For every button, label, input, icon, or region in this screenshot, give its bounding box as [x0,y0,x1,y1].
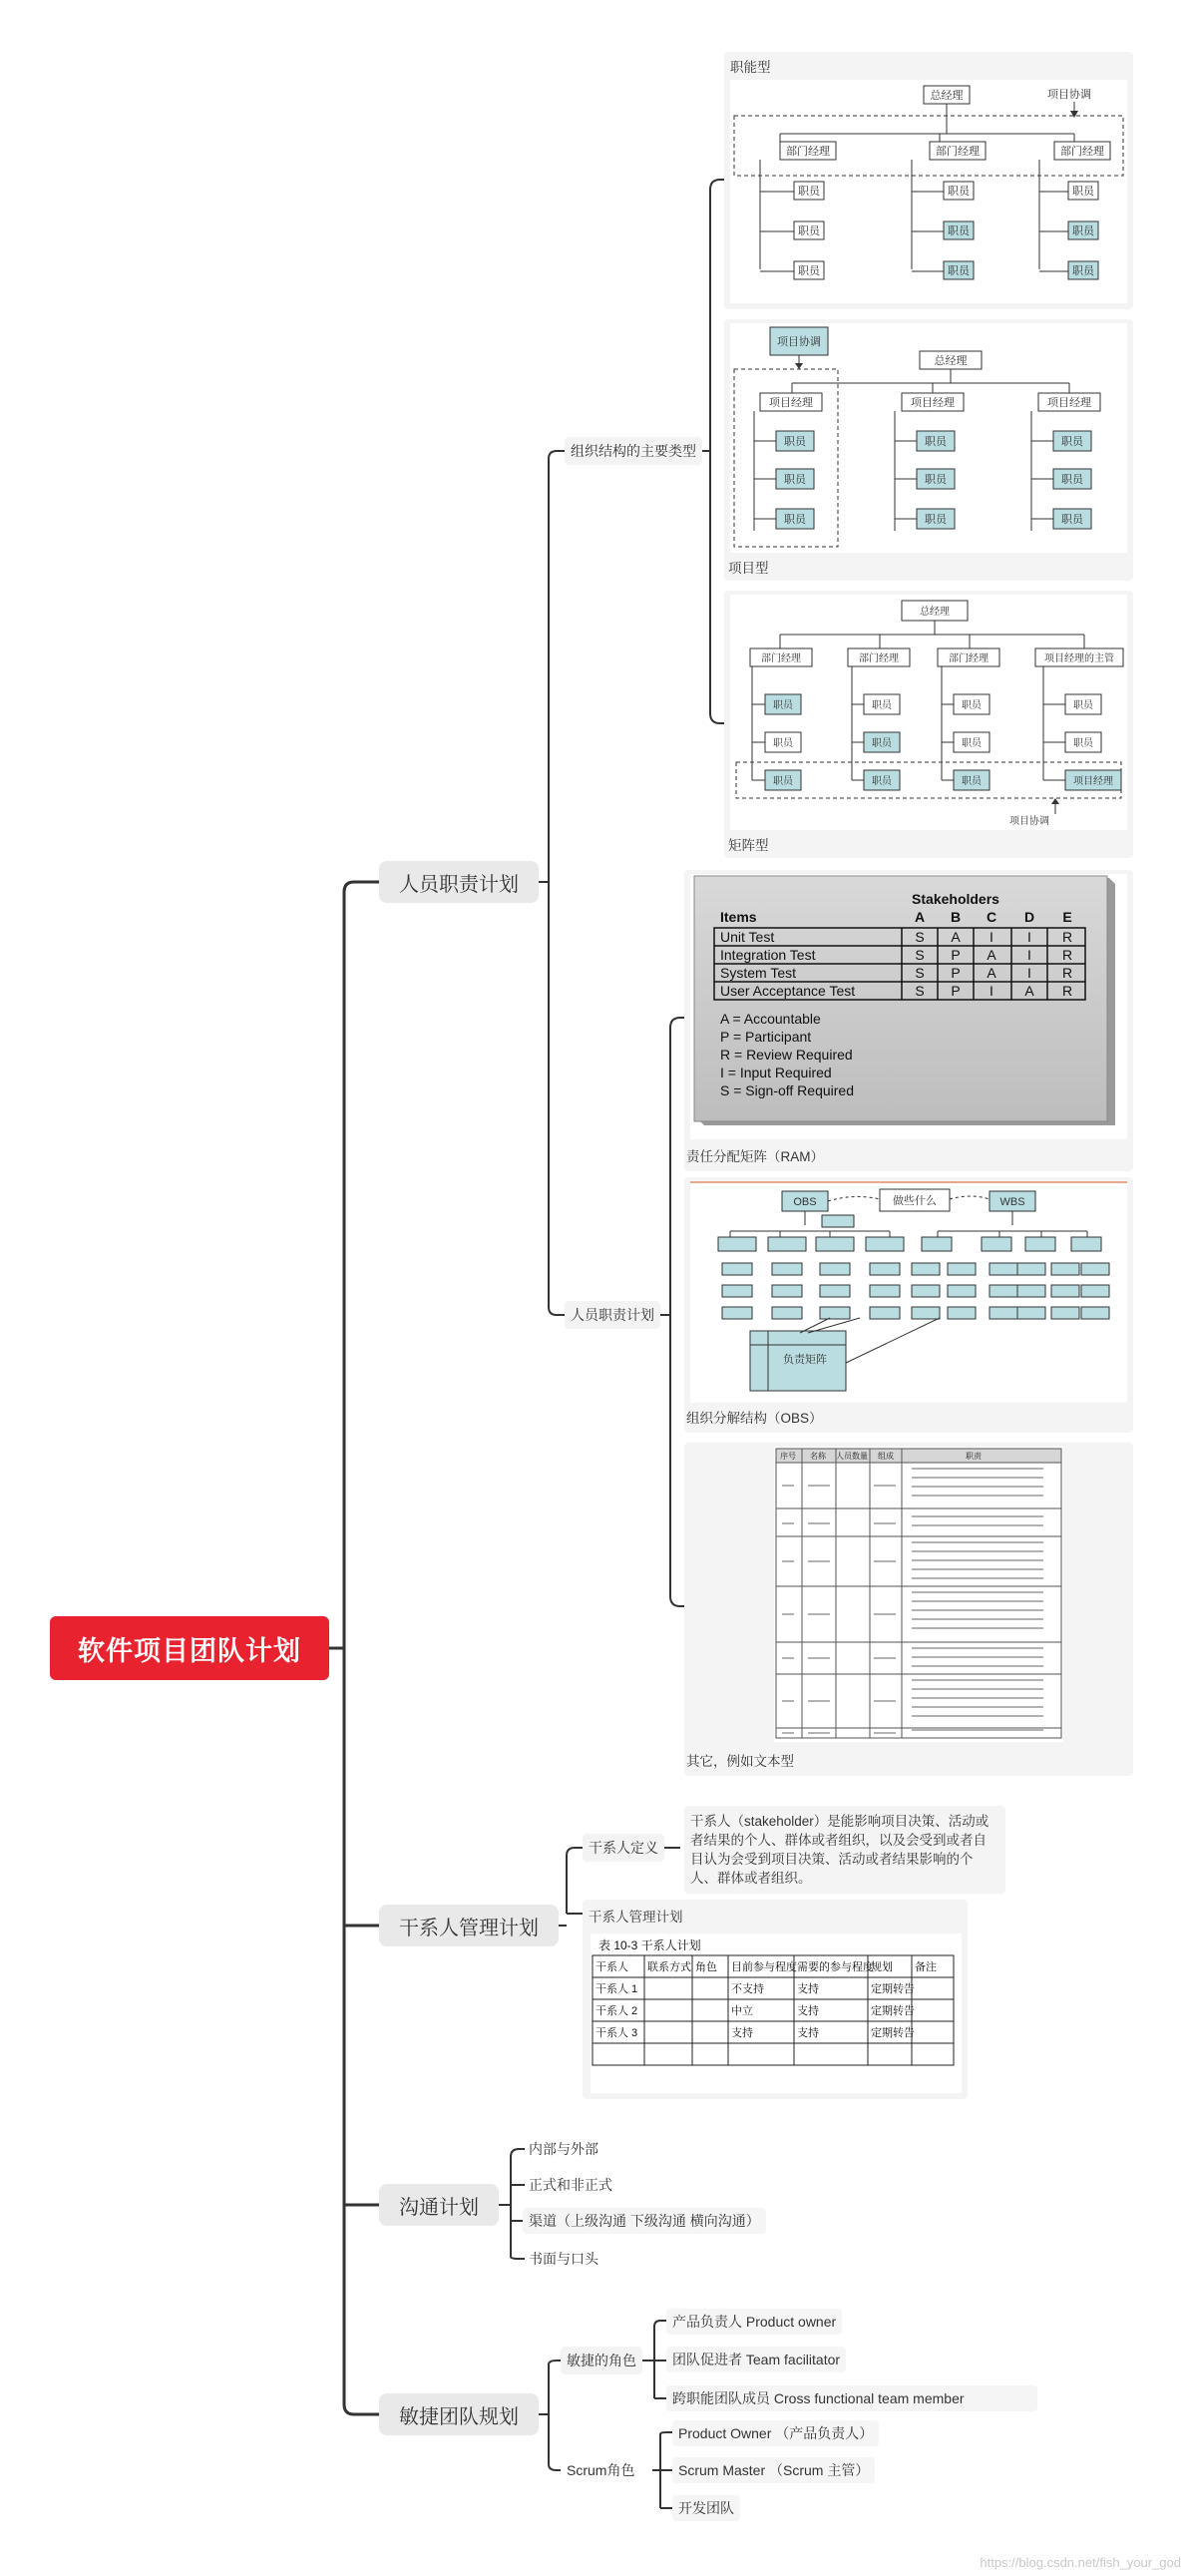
staff-label: 职员 [962,738,982,749]
staff-label: 职员 [872,700,892,711]
stakeholder-table-header: 规划 [871,1961,893,1973]
obs-node [820,1285,850,1297]
comm-item-1[interactable]: 内部与外部 [529,2141,598,2157]
ram-cell: I [990,983,993,999]
ram-cell: S [915,965,925,981]
staff-label: 职员 [872,776,892,787]
wbs-node [982,1237,1011,1251]
ram-cell: R [1061,947,1073,963]
wbs-node [1025,1237,1055,1251]
staff-label: 职员 [948,225,970,237]
other-table-header: 名称 [810,1452,826,1461]
caption-ram: 责任分配矩阵（RAM） [686,1149,824,1164]
stakeholder-table-header: 需要的参与程度 [797,1961,874,1973]
staff-label: 职员 [798,225,820,237]
wbs-node [1081,1285,1109,1297]
gm-label: 总经理 [930,90,964,102]
functional-org-chart [730,80,1127,303]
staff-label: 职员 [773,700,793,711]
wbs-node [948,1263,976,1275]
other-table-header: 职责 [966,1452,982,1461]
stakeholder-definition: 干系人（stakeholder）是能影响项目决策、活动或者结果的个人、群体或者组织，以及会受到或者自目认为会受到项目决策、活动或者结果影响的个人、群体或者组织。 [684,1806,1005,1894]
ram-cell: A [1024,983,1034,999]
svg-text:Stakeholders: Stakeholders [912,891,999,907]
topic-agile-roles[interactable]: 敏捷的角色 [561,2347,642,2374]
card-functional[interactable] [724,52,1133,309]
obs-node [870,1307,900,1319]
ram-cell: A [951,929,961,945]
stakeholder-table-cell: 定期转告 [871,2027,915,2039]
ram-cell: R [1061,983,1073,999]
stakeholder-table-cell: 中立 [731,2005,753,2017]
svg-text:部门经理: 部门经理 [1060,146,1104,158]
stakeholder-table-cell: 支持 [731,2027,753,2039]
svg-text:部门经理: 部门经理 [949,653,989,664]
stakeholder-table-cell: 干系人 1 [595,1983,638,1995]
watermark: https://blog.csdn.net/fish_your_god [980,2555,1181,2570]
obs-node [768,1237,806,1251]
caption-project: 项目型 [728,561,769,576]
agile-role-3[interactable]: 跨职能团队成员 Cross functional team member [666,2385,1037,2411]
svg-text:部门经理: 部门经理 [786,146,830,158]
obs-node [870,1263,900,1275]
ram-cell: A [987,965,996,981]
topic-org-types[interactable]: 组织结构的主要类型 [565,437,702,465]
svg-text:部门经理: 部门经理 [859,653,899,664]
wbs-node [1051,1285,1079,1297]
stakeholder-table-cell: 不支持 [731,1983,764,1995]
ram-cell: P [951,983,961,999]
obs-node [722,1285,752,1297]
wbs-node [1081,1307,1109,1319]
ram-legend-item: S = Sign-off Required [720,1082,854,1098]
other-table-header: 人员数量 [836,1452,868,1461]
ram-row-label: System Test [720,965,796,981]
staff-label: 职员 [784,474,806,486]
scrum-role-3[interactable]: 开发团队 [672,2495,740,2521]
topic-stakeholder-def[interactable]: 干系人定义 [583,1834,664,1862]
wbs-node [948,1307,976,1319]
other-table-header: 序号 [780,1452,796,1461]
wbs-node [922,1237,952,1251]
coord-label: 项目协调 [1047,89,1091,101]
stakeholder-table-cell: 支持 [797,2027,819,2039]
ram-cell: I [1027,947,1031,963]
obs-node [816,1237,854,1251]
staff-label: 职员 [1072,265,1094,277]
wbs-node [948,1285,976,1297]
wbs-node [1051,1263,1079,1275]
obs-node [820,1263,850,1275]
stakeholder-table-header: 联系方式 [647,1961,691,1973]
svg-text:WBS: WBS [999,1196,1025,1208]
svg-text:负责矩阵: 负责矩阵 [783,1354,827,1366]
stakeholder-table-header: 干系人 [595,1961,628,1973]
other-table-header: 组成 [878,1452,894,1461]
stakeholder-table-header: 角色 [695,1961,717,1973]
card-ram[interactable] [684,870,1133,1171]
staff-label: 职员 [1061,474,1083,486]
wbs-node [1071,1237,1101,1251]
wbs-node [1017,1263,1045,1275]
ram-col-header: E [1062,909,1072,925]
svg-text:部门经理: 部门经理 [936,146,980,158]
staff-label: 职员 [1073,738,1093,749]
card-matrix[interactable] [724,591,1133,858]
project-org-chart [730,323,1127,553]
ram-matrix [690,874,1127,1139]
pm-label: 项目经理 [1073,776,1113,787]
stakeholder-table-cell: 支持 [797,1983,819,1995]
obs-node [722,1263,752,1275]
agile-role-2[interactable]: 团队促进者 Team facilitator [666,2347,846,2372]
svg-text:做些什么: 做些什么 [893,1195,937,1207]
topic-stakeholder-plan: 干系人管理计划 [589,1910,683,1925]
staff-label: 职员 [798,186,820,198]
svg-text:部门经理: 部门经理 [761,653,801,664]
comm-item-2[interactable]: 正式和非正式 [529,2177,612,2193]
staff-label: 职员 [962,700,982,711]
svg-text:项目经理: 项目经理 [911,397,955,409]
svg-text:总经理: 总经理 [934,355,968,367]
ram-cell: R [1061,929,1073,945]
stakeholder-table-cell: 定期转告 [871,2005,915,2017]
staff-label: 职员 [1061,514,1083,526]
ram-legend-item: R = Review Required [720,1047,853,1063]
ram-cell: S [915,929,925,945]
svg-text:Items: Items [720,909,757,925]
ram-col-header: A [914,909,926,925]
ram-cell: P [951,965,961,981]
caption-obs: 组织分解结构（OBS） [686,1411,823,1426]
wbs-node [1017,1285,1045,1297]
agile-role-1[interactable]: 产品负责人 Product owner [666,2309,842,2335]
staff-label: 职员 [784,436,806,448]
ram-legend-item: I = Input Required [720,1065,832,1080]
stakeholder-table-header: 目前参与程度 [731,1961,797,1973]
comm-item-3[interactable]: 渠道（上级沟通 下级沟通 横向沟通） [523,2208,766,2234]
caption-functional: 职能型 [730,60,771,75]
staff-label: 职员 [773,776,793,787]
obs-node [866,1237,904,1251]
svg-text:项目协调: 项目协调 [777,336,821,348]
wbs-node [1017,1307,1045,1319]
staff-label: 职员 [1073,700,1093,711]
wbs-node [990,1307,1017,1319]
branch-stakeholder[interactable]: 干系人管理计划 [379,1905,559,1946]
obs-node [772,1263,802,1275]
obs-node [722,1307,752,1319]
wbs-node [912,1307,940,1319]
card-stakeholder-plan[interactable] [583,1900,968,2099]
wbs-node [912,1263,940,1275]
wbs-node [990,1263,1017,1275]
obs-node [870,1285,900,1297]
staff-label: 职员 [948,265,970,277]
staff-label: 职员 [925,474,947,486]
ram-legend-item: A = Accountable [720,1011,821,1027]
staff-label: 职员 [872,738,892,749]
topic-duty-plan[interactable]: 人员职责计划 [565,1301,660,1329]
staff-label: 职员 [1072,186,1094,198]
staff-label: 职员 [948,186,970,198]
stakeholder-table-cell: 支持 [797,2005,819,2017]
card-project[interactable] [724,319,1133,581]
scrum-role-2[interactable]: Scrum Master （Scrum 主管） [672,2457,875,2483]
ram-col-header: C [986,909,997,925]
ram-row-label: User Acceptance Test [720,983,856,999]
wbs-node [1081,1263,1109,1275]
svg-text:OBS: OBS [793,1196,817,1208]
card-other[interactable] [684,1443,1133,1776]
wbs-node [912,1285,940,1297]
ram-col-header: D [1023,909,1035,925]
caption-matrix: 矩阵型 [728,838,769,853]
ram-row-label: Integration Test [720,947,816,963]
stakeholder-table-cell: 定期转告 [871,1983,915,1995]
scrum-role-1[interactable]: Product Owner （产品负责人） [672,2420,879,2446]
svg-text:项目经理的主管: 项目经理的主管 [1044,653,1114,664]
ram-cell: P [951,947,961,963]
stakeholder-table-cell: 干系人 2 [595,2005,638,2017]
ram-cell: I [1027,929,1031,945]
branch-agile[interactable]: 敏捷团队规划 [379,2393,539,2435]
ram-cell: R [1061,965,1073,981]
wbs-node [990,1285,1017,1297]
stakeholder-table [591,1933,962,2093]
wbs-node [1051,1307,1079,1319]
ram-cell: S [915,947,925,963]
staff-label: 职员 [1072,225,1094,237]
comm-item-4[interactable]: 书面与口头 [529,2251,598,2267]
ram-cell: A [987,947,996,963]
root-topic[interactable]: 软件项目团队计划 [50,1616,329,1680]
ram-cell: I [1027,965,1031,981]
staff-label: 职员 [1061,436,1083,448]
stakeholder-table-cell: 干系人 3 [595,2027,638,2039]
matrix-org-chart [730,595,1127,830]
obs-node [772,1285,802,1297]
svg-text:表 10-3 干系人计划: 表 10-3 干系人计划 [598,1938,701,1952]
card-obs[interactable] [684,1177,1133,1433]
staff-label: 职员 [773,738,793,749]
caption-other: 其它，例如文本型 [686,1754,794,1769]
staff-label: 职员 [784,514,806,526]
branch-communication[interactable]: 沟通计划 [379,2184,499,2226]
svg-text:项目经理: 项目经理 [769,397,813,409]
staff-label: 职员 [962,776,982,787]
svg-text:项目经理: 项目经理 [1047,397,1091,409]
text-type-table [774,1447,1063,1742]
obs-node [718,1237,756,1251]
ram-cell: S [915,983,925,999]
topic-scrum-roles[interactable]: Scrum角色 [567,2462,635,2478]
stakeholder-table-header: 备注 [915,1961,937,1973]
svg-text:项目协调: 项目协调 [1009,816,1049,827]
ram-cell: I [990,929,993,945]
branch-personnel[interactable]: 人员职责计划 [379,861,539,903]
staff-label: 职员 [925,436,947,448]
obs-node [772,1307,802,1319]
svg-text:总经理: 总经理 [920,607,950,618]
staff-label: 职员 [798,265,820,277]
ram-col-header: B [950,909,962,925]
obs-node [820,1307,850,1319]
ram-legend-item: P = Participant [720,1029,812,1045]
staff-label: 职员 [925,514,947,526]
obs-diagram [690,1183,1127,1403]
ram-row-label: Unit Test [720,929,775,945]
